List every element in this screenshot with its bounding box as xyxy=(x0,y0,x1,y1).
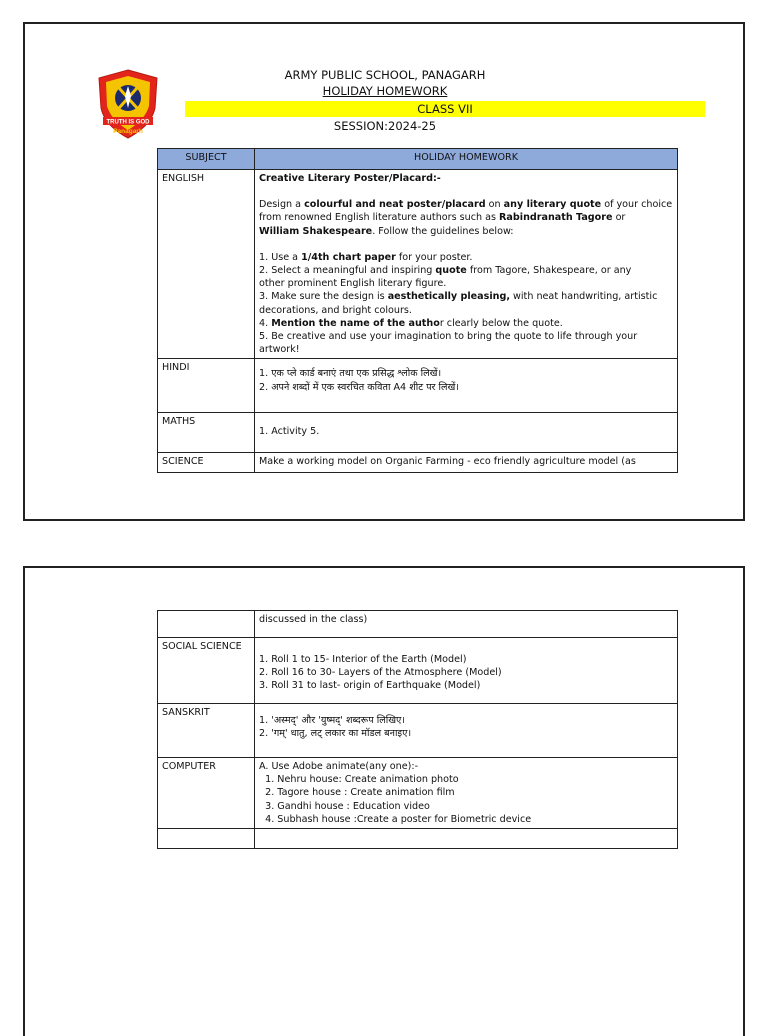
homework-cell xyxy=(255,611,678,638)
table-row-empty xyxy=(158,829,678,849)
science-line-1: Make a working model on Organic Farming - eco friendly agriculture model (as xyxy=(259,456,636,468)
homework-cell xyxy=(255,170,678,359)
school-name: ARMY PUBLIC SCHOOL, PANAGARH xyxy=(284,68,486,82)
homework-cell xyxy=(255,704,678,758)
subject-cell: HINDI xyxy=(158,359,255,413)
class-banner: CLASS VII xyxy=(185,101,705,117)
table-row-computer xyxy=(158,758,678,829)
subject-cell: SCIENCE xyxy=(158,453,255,473)
homework-cell xyxy=(255,638,678,704)
social-line-3: 3. Roll 31 to last- origin of Earthquake (Model) xyxy=(259,680,481,692)
social-line-2: 2. Roll 16 to 30- Layers of the Atmosphere (Model) xyxy=(259,667,502,679)
guideline-5: 5. Be creative and use your imagination to bring the quote to life through your xyxy=(259,331,638,343)
english-paragraph-line: from renowned English literature authors such as Rabindranath Tagore or xyxy=(259,212,626,224)
guideline-4: 4. Mention the name of the author clearly below the quote. xyxy=(259,317,563,329)
homework-cell xyxy=(255,758,678,829)
guideline-3: 3. Make sure the design is aesthetically pleasing, with neat handwriting, artistic xyxy=(259,291,658,303)
computer-line-2: 1. Nehru house: Create animation photo xyxy=(259,774,459,786)
school-logo xyxy=(95,68,161,140)
homework-cell xyxy=(255,359,678,413)
english-paragraph-line: Design a colourful and neat poster/placard on any literary quote of your choice xyxy=(259,199,673,211)
table-row-science-cont xyxy=(158,611,678,638)
computer-line-3: 2. Tagore house : Create animation film xyxy=(259,787,455,799)
guideline-2-cont: other prominent English literary figure. xyxy=(259,278,447,290)
subject-cell: MATHS xyxy=(158,413,255,453)
subject-cell: SOCIAL SCIENCE xyxy=(158,638,255,704)
guideline-2: 2. Select a meaningful and inspiring quote from Tagore, Shakespeare, or any xyxy=(259,265,632,277)
table-row-science xyxy=(158,453,678,473)
table-row-social-science xyxy=(158,638,678,704)
homework-table-continued xyxy=(157,610,678,849)
homework-title: HOLIDAY HOMEWORK xyxy=(322,84,448,98)
computer-line-4: 3. Gandhi house : Education video xyxy=(259,800,430,812)
logo-motto: TRUTH IS GOD xyxy=(106,119,150,126)
sanskrit-line-1: 1. 'अस्मद्' और 'युष्मद्' शब्दरूप लिखिए। xyxy=(259,715,405,726)
subject-cell: SANSKRIT xyxy=(158,704,255,758)
subject-cell xyxy=(158,829,255,849)
table-row-sanskrit xyxy=(158,704,678,758)
homework-cell xyxy=(255,829,678,849)
table-row-maths xyxy=(158,413,678,453)
session-label: SESSION:2024-25 xyxy=(333,119,437,133)
page-2 xyxy=(23,566,745,1036)
subject-column-header: SUBJECT xyxy=(158,149,255,170)
table-header-row xyxy=(158,149,678,170)
homework-table xyxy=(157,148,678,473)
sanskrit-line-2: 2. 'गम्' धातु, लट् लकार का मॉडल बनाइए। xyxy=(259,728,412,740)
homework-cell xyxy=(255,413,678,453)
subject-cell: COMPUTER xyxy=(158,758,255,829)
logo-place: Panagarh xyxy=(113,128,143,135)
guideline-1: 1. Use a 1/4th chart paper for your poster. xyxy=(259,251,473,263)
social-line-1: 1. Roll 1 to 15- Interior of the Earth (Model) xyxy=(259,654,467,665)
guideline-5-cont: artwork! xyxy=(259,344,300,356)
table-row-hindi xyxy=(158,359,678,413)
subject-cell: ENGLISH xyxy=(158,170,255,359)
table-row-english xyxy=(158,170,678,359)
maths-line-1: 1. Activity 5. xyxy=(259,426,320,438)
computer-line-5: 4. Subhash house :Create a poster for Biometric device xyxy=(259,813,532,825)
english-heading: Creative Literary Poster/Placard:- xyxy=(259,173,441,184)
computer-line-1: A. Use Adobe animate(any one):- xyxy=(259,761,419,772)
page-1 xyxy=(23,22,745,521)
english-paragraph-line: William Shakespeare. Follow the guidelines below: xyxy=(259,225,514,237)
homework-cell xyxy=(255,453,678,473)
science-line-2: discussed in the class) xyxy=(259,614,368,625)
hindi-line-1: 1. एक प्ले कार्ड बनाएं तथा एक प्रसिद्ध श्लोक लिखें। xyxy=(259,368,442,380)
subject-cell xyxy=(158,611,255,638)
guideline-3-cont: decorations, and bright colours. xyxy=(259,304,412,316)
hindi-line-2: 2. अपने शब्दों में एक स्वरचित कविता A4 शीट पर लिखें। xyxy=(259,381,459,393)
homework-column-header: HOLIDAY HOMEWORK xyxy=(255,149,678,170)
